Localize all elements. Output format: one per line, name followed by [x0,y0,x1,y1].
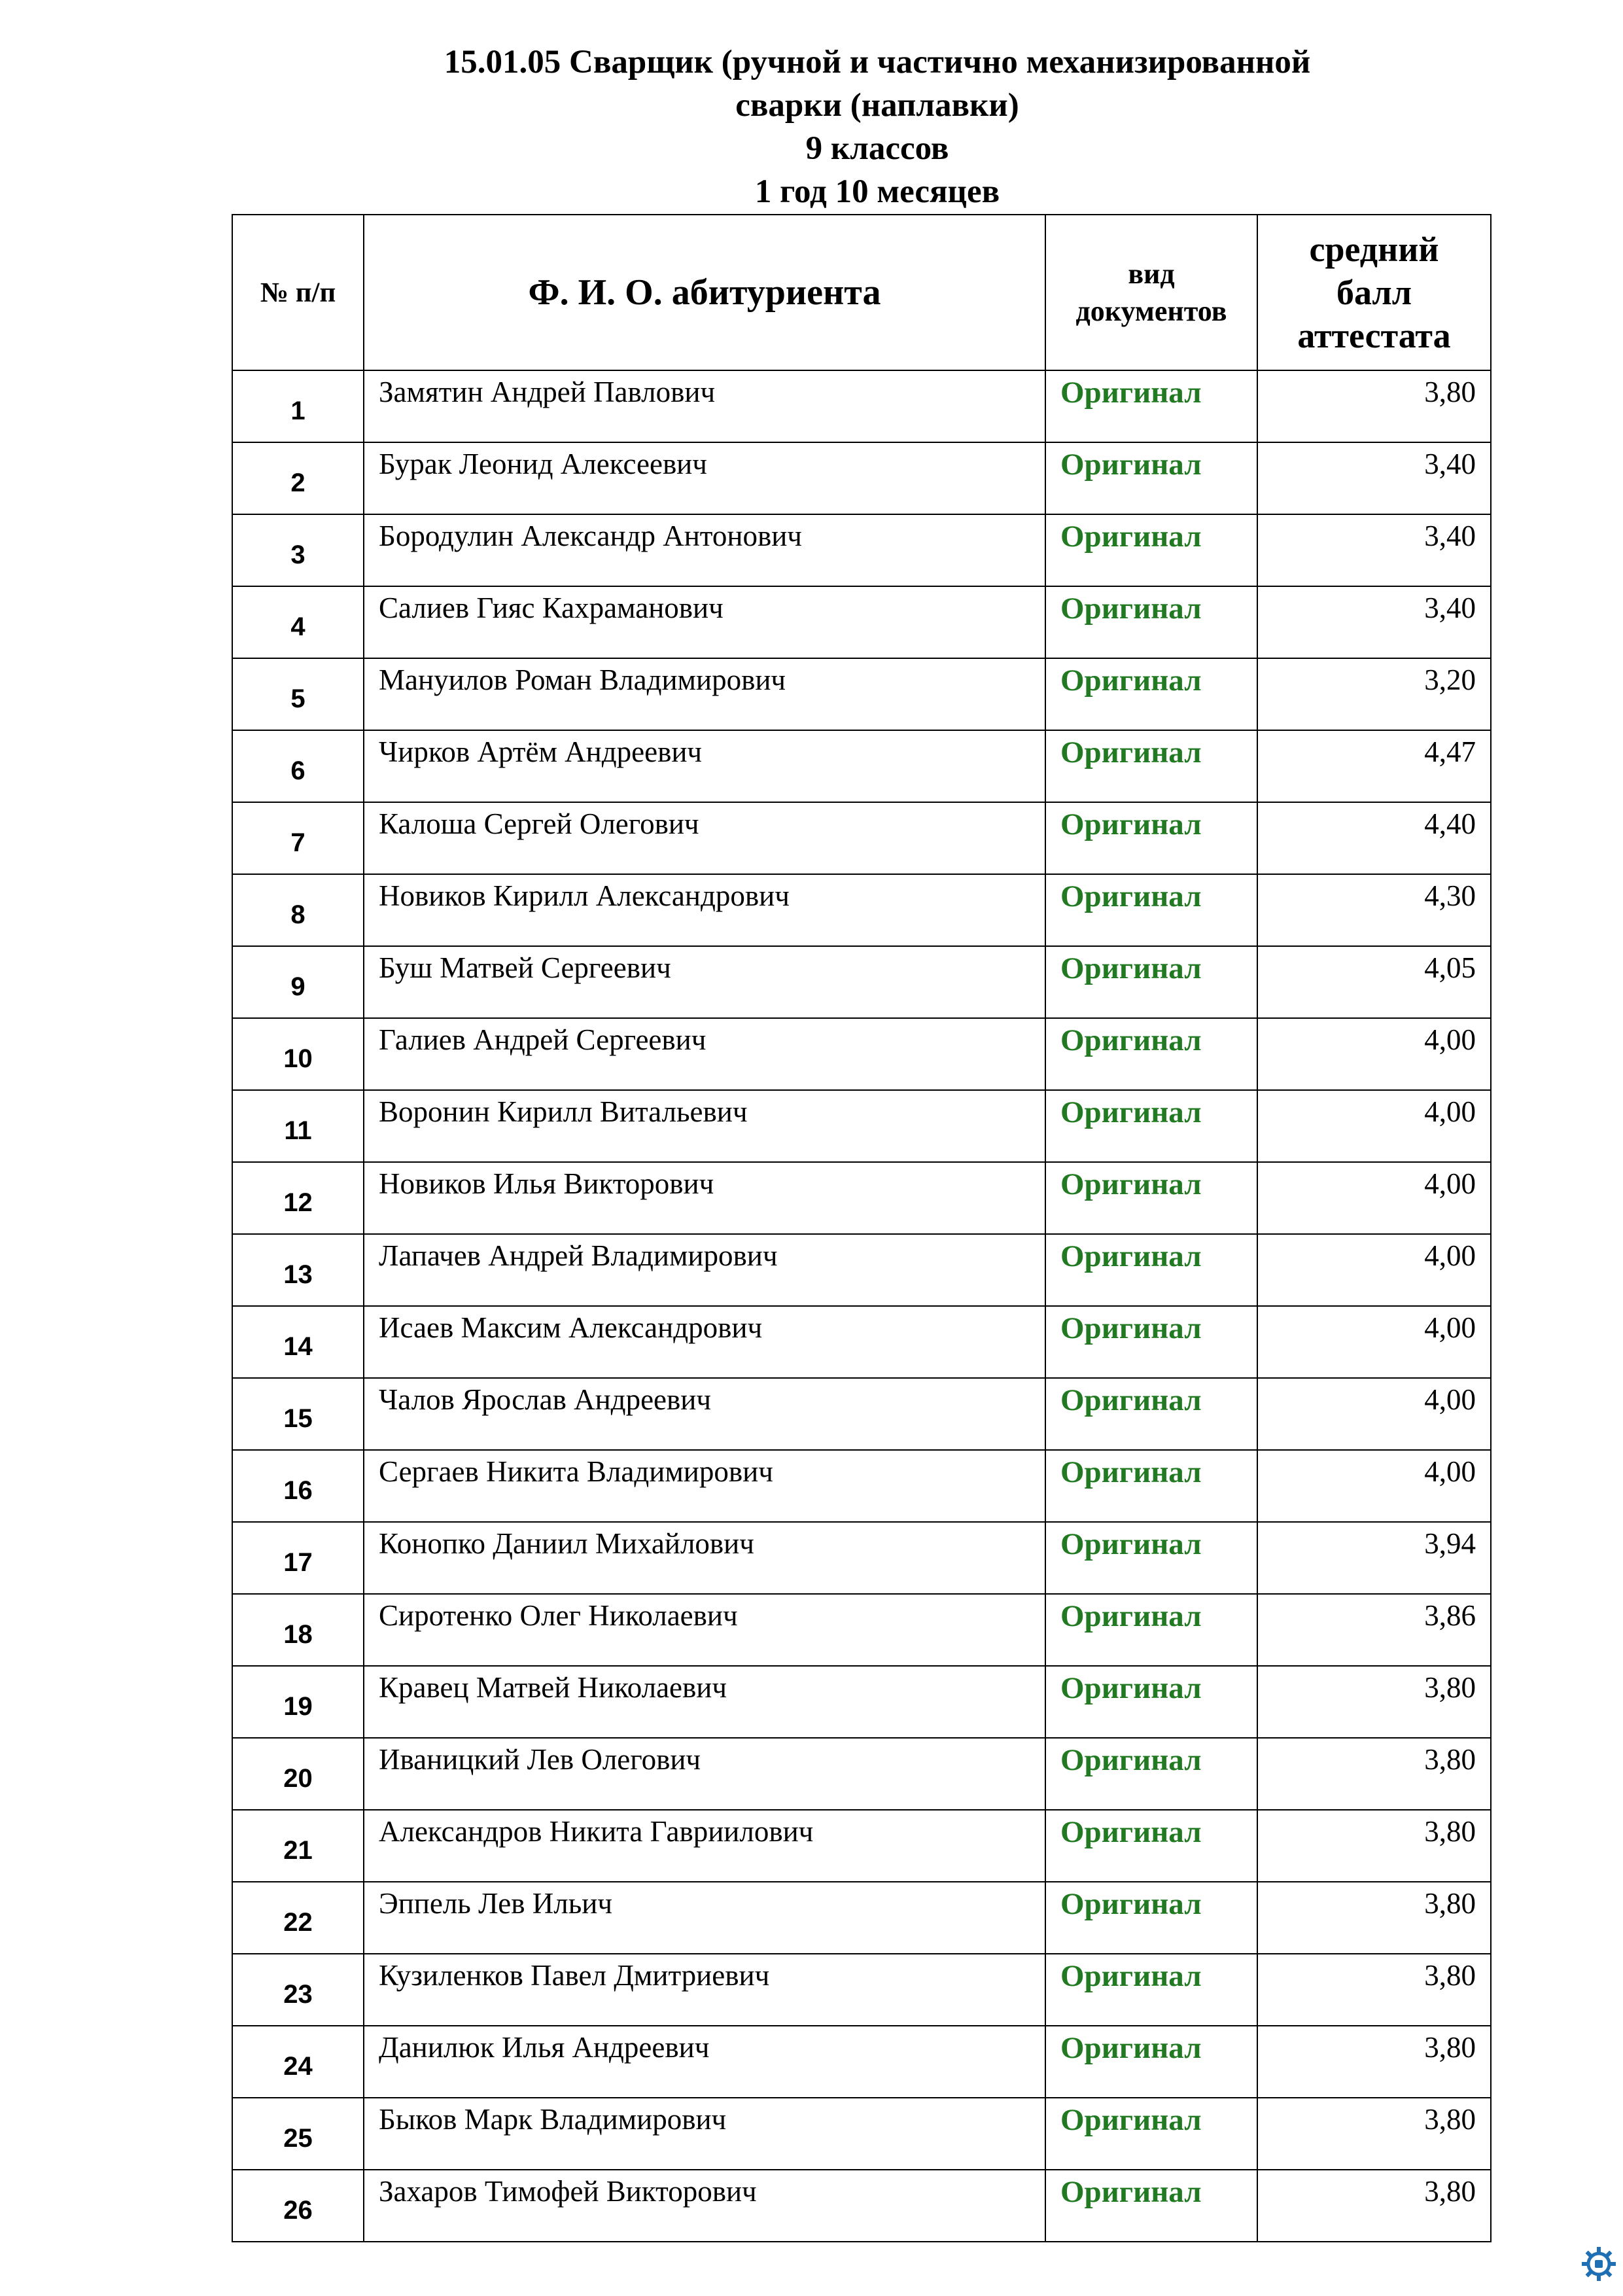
document-type: Оригинал [1045,1594,1257,1666]
applicant-name: Калоша Сергей Олегович [364,802,1045,874]
document-type: Оригинал [1045,730,1257,802]
row-number: 23 [232,1954,364,2026]
average-score: 4,05 [1257,946,1491,1018]
row-number: 11 [232,1090,364,1162]
applicant-name: Воронин Кирилл Витальевич [364,1090,1045,1162]
applicant-name: Исаев Максим Александрович [364,1306,1045,1378]
applicant-name: Кузиленков Павел Дмитриевич [364,1954,1045,2026]
header-document-type-line-2: документов [1075,295,1227,327]
average-score: 3,80 [1257,1738,1491,1810]
average-score: 3,80 [1257,2026,1491,2098]
table-row [232,874,1491,946]
document-type: Оригинал [1045,2098,1257,2170]
average-score: 4,40 [1257,802,1491,874]
row-number: 14 [232,1306,364,1378]
row-number: 26 [232,2170,364,2242]
table-header-row [232,215,1491,370]
table-row [232,1522,1491,1594]
average-score: 3,80 [1257,1882,1491,1954]
row-number: 21 [232,1810,364,1882]
header-document-type-line-1: вид [1128,258,1175,290]
document-type: Оригинал [1045,802,1257,874]
average-score: 3,80 [1257,1810,1491,1882]
applicant-name: Бурак Леонид Алексеевич [364,442,1045,514]
row-number: 20 [232,1738,364,1810]
average-score: 3,86 [1257,1594,1491,1666]
average-score: 4,00 [1257,1090,1491,1162]
average-score: 4,00 [1257,1450,1491,1522]
average-score: 3,80 [1257,2098,1491,2170]
table-row [232,2170,1491,2242]
document-type: Оригинал [1045,2026,1257,2098]
document-type: Оригинал [1045,514,1257,586]
applicant-name: Сергаев Никита Владимирович [364,1450,1045,1522]
average-score: 3,40 [1257,514,1491,586]
row-number: 17 [232,1522,364,1594]
document-type: Оригинал [1045,2170,1257,2242]
average-score: 3,40 [1257,586,1491,658]
table-row [232,730,1491,802]
header-average-score-line-2: балл [1336,273,1412,312]
applicant-name: Лапачев Андрей Владимирович [364,1234,1045,1306]
table-row [232,1594,1491,1666]
applicant-name: Буш Матвей Сергеевич [364,946,1045,1018]
average-score: 4,47 [1257,730,1491,802]
applicant-name: Иваницкий Лев Олегович [364,1738,1045,1810]
average-score: 3,80 [1257,2170,1491,2242]
title-line-3: 9 классов [805,130,949,167]
table-row [232,1666,1491,1738]
row-number: 3 [232,514,364,586]
table-row [232,1954,1491,2026]
applicant-name: Сиротенко Олег Николаевич [364,1594,1045,1666]
applicant-name: Новиков Кирилл Александрович [364,874,1045,946]
row-number: 9 [232,946,364,1018]
applicant-name: Эппель Лев Ильич [364,1882,1045,1954]
table-row [232,370,1491,442]
document-type: Оригинал [1045,1090,1257,1162]
row-number: 10 [232,1018,364,1090]
table-row [232,1810,1491,1882]
table-row [232,802,1491,874]
document-type: Оригинал [1045,1450,1257,1522]
row-number: 1 [232,370,364,442]
table-row [232,658,1491,730]
applicant-name: Замятин Андрей Павлович [364,370,1045,442]
row-number: 19 [232,1666,364,1738]
table-row [232,586,1491,658]
table-row [232,946,1491,1018]
table-row [232,1450,1491,1522]
average-score: 3,80 [1257,1666,1491,1738]
document-type: Оригинал [1045,946,1257,1018]
applicant-name: Захаров Тимофей Викторович [364,2170,1045,2242]
document-type: Оригинал [1045,1306,1257,1378]
title-line-2: сварки (наплавки) [735,87,1019,124]
row-number: 5 [232,658,364,730]
table-row [232,442,1491,514]
header-average-score [1257,215,1491,370]
applicant-name: Чалов Ярослав Андреевич [364,1378,1045,1450]
applicant-name: Данилюк Илья Андреевич [364,2026,1045,2098]
table-row [232,514,1491,586]
applicant-name: Новиков Илья Викторович [364,1162,1045,1234]
average-score: 3,40 [1257,442,1491,514]
average-score: 4,00 [1257,1378,1491,1450]
row-number: 4 [232,586,364,658]
row-number: 22 [232,1882,364,1954]
applicant-name: Кравец Матвей Николаевич [364,1666,1045,1738]
average-score: 4,00 [1257,1234,1491,1306]
table-row [232,1090,1491,1162]
title-line-1: 15.01.05 Сварщик (ручной и частично механизированной [444,44,1311,80]
average-score: 4,00 [1257,1306,1491,1378]
gear-logo-icon [1580,2246,1617,2282]
document-type: Оригинал [1045,1738,1257,1810]
applicant-name: Чирков Артём Андреевич [364,730,1045,802]
document-type: Оригинал [1045,1882,1257,1954]
applicant-name: Быков Марк Владимирович [364,2098,1045,2170]
document-type: Оригинал [1045,1378,1257,1450]
row-number: 7 [232,802,364,874]
applicant-name: Бородулин Александр Антонович [364,514,1045,586]
table-row [232,1306,1491,1378]
row-number: 25 [232,2098,364,2170]
table-row [232,1738,1491,1810]
average-score: 4,00 [1257,1162,1491,1234]
table-row [232,2098,1491,2170]
document-type: Оригинал [1045,1162,1257,1234]
average-score: 3,94 [1257,1522,1491,1594]
document-type: Оригинал [1045,442,1257,514]
applicant-name: Александров Никита Гавриилович [364,1810,1045,1882]
document-type: Оригинал [1045,1522,1257,1594]
document-title [233,41,1522,213]
applicant-name: Конопко Даниил Михайлович [364,1522,1045,1594]
document-type: Оригинал [1045,1954,1257,2026]
header-average-score-line-3: аттестата [1297,316,1451,355]
row-number: 18 [232,1594,364,1666]
table-row [232,1378,1491,1450]
document-type: Оригинал [1045,1810,1257,1882]
table-row [232,1234,1491,1306]
header-number: № п/п [232,215,364,370]
document-type: Оригинал [1045,1018,1257,1090]
title-line-4: 1 год 10 месяцев [754,173,1000,210]
average-score: 4,00 [1257,1018,1491,1090]
header-full-name: Ф. И. О. абитуриента [364,215,1045,370]
applicants-table [232,214,1492,2242]
applicant-name: Мануилов Роман Владимирович [364,658,1045,730]
applicant-name: Галиев Андрей Сергеевич [364,1018,1045,1090]
document-type: Оригинал [1045,586,1257,658]
header-average-score-line-1: средний [1309,230,1439,269]
row-number: 24 [232,2026,364,2098]
applicant-name: Салиев Гияс Кахраманович [364,586,1045,658]
row-number: 8 [232,874,364,946]
document-type: Оригинал [1045,370,1257,442]
row-number: 2 [232,442,364,514]
row-number: 15 [232,1378,364,1450]
row-number: 12 [232,1162,364,1234]
document-type: Оригинал [1045,1234,1257,1306]
average-score: 3,80 [1257,370,1491,442]
document-type: Оригинал [1045,874,1257,946]
average-score: 3,80 [1257,1954,1491,2026]
table-row [232,2026,1491,2098]
row-number: 13 [232,1234,364,1306]
document-type: Оригинал [1045,658,1257,730]
table-row [232,1018,1491,1090]
average-score: 4,30 [1257,874,1491,946]
row-number: 6 [232,730,364,802]
row-number: 16 [232,1450,364,1522]
table-row [232,1882,1491,1954]
average-score: 3,20 [1257,658,1491,730]
table-row [232,1162,1491,1234]
header-document-type [1045,215,1257,370]
document-type: Оригинал [1045,1666,1257,1738]
